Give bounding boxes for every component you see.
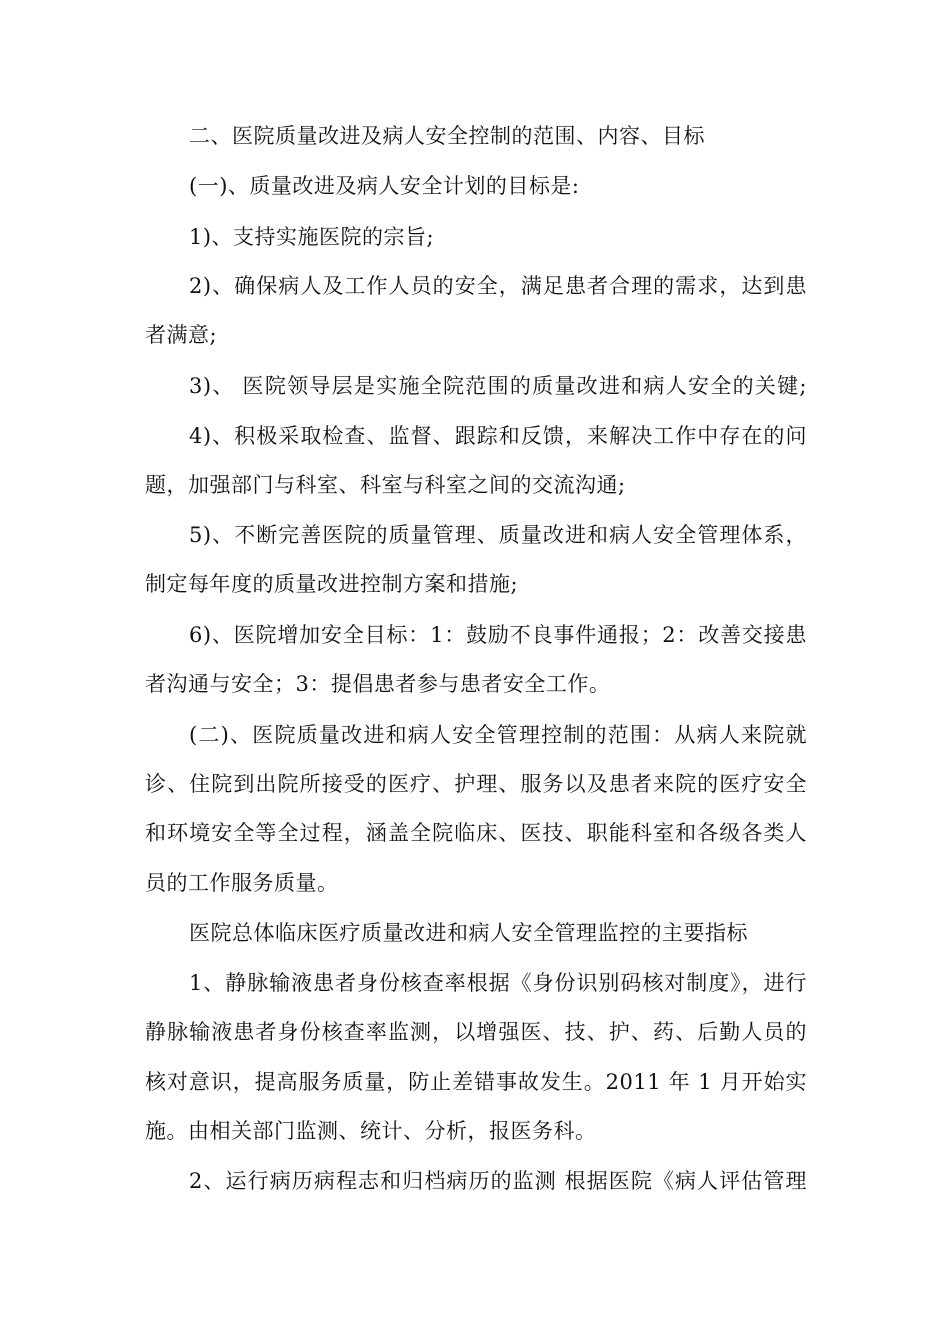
paragraph-line: 制定每年度的质量改进控制方案和措施; (145, 572, 519, 596)
indicators-heading: 医院总体临床医疗质量改进和病人安全管理监控的主要指标 (189, 921, 748, 945)
paragraph-line: 2)、确保病人及工作人员的安全，满足患者合理的需求，达到患 (189, 274, 807, 298)
paragraph-line: 员的工作服务质量。 (145, 871, 339, 895)
paragraph-line: 静脉输液患者身份核查率监测，以增强医、技、护、药、后勤人员的 (145, 1020, 807, 1044)
paragraph-line: 诊、住院到出院所接受的医疗、护理、服务以及患者来院的医疗安全 (145, 772, 807, 796)
paragraph-line: 4)、积极采取检查、监督、跟踪和反馈，来解决工作中存在的问 (189, 424, 807, 448)
paragraph-line: 1、静脉输液患者身份核查率根据《身份识别码核对制度》，进行 (189, 971, 807, 995)
paragraph-line: 5)、不断完善医院的质量管理、质量改进和病人安全管理体系， (189, 523, 807, 547)
paragraph-line: (二)、医院质量改进和病人安全管理控制的范围：从病人来院就 (189, 723, 807, 747)
paragraph-line: 2、运行病历病程志和归档病历的监测 根据医院《病人评估管理 (189, 1169, 807, 1193)
paragraph-line: 核对意识，提高服务质量，防止差错事故发生。2011 年 1 月开始实 (145, 1070, 807, 1094)
paragraph-line: 6)、医院增加安全目标：1：鼓励不良事件通报；2：改善交接患 (189, 623, 807, 647)
paragraph-line: 和环境安全等全过程，涵盖全院临床、医技、职能科室和各级各类人 (145, 821, 807, 845)
paragraph-line: 者满意; (145, 323, 218, 347)
paragraph-line: 3)、 医院领导层是实施全院范围的质量改进和病人安全的关键; (189, 374, 807, 398)
paragraph-line: 者沟通与安全；3：提倡患者参与患者安全工作。 (145, 672, 611, 696)
subsection-heading: (一)、质量改进及病人安全计划的目标是: (189, 174, 580, 198)
paragraph-line: 施。由相关部门监测、统计、分析，报医务科。 (145, 1119, 597, 1143)
paragraph-line: 1)、支持实施医院的宗旨; (189, 225, 435, 249)
paragraph-line: 题，加强部门与科室、科室与科室之间的交流沟通; (145, 473, 626, 497)
section-heading: 二、医院质量改进及病人安全控制的范围、内容、目标 (189, 124, 705, 148)
